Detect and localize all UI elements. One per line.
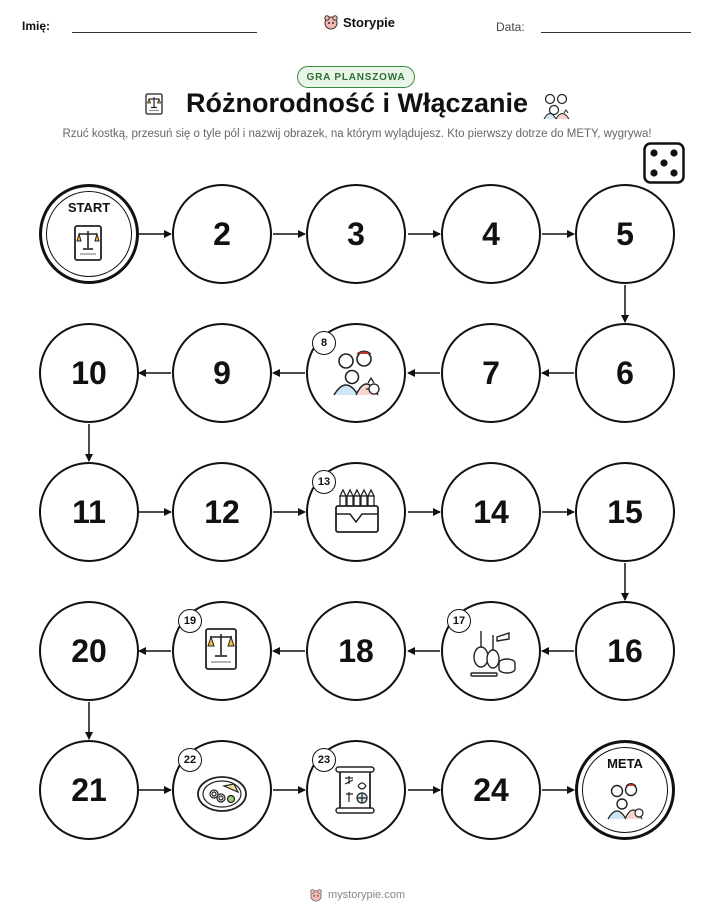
cell-number-badge: 13 <box>312 470 336 494</box>
board-cell-picture <box>172 601 272 701</box>
board-cell: 5 <box>575 184 675 284</box>
cell-number-badge: 23 <box>312 748 336 772</box>
page-title: Różnorodność i Włączanie <box>185 88 529 118</box>
diverse-people-icon <box>328 345 384 401</box>
board-cell-picture <box>306 740 406 840</box>
board-cell: 20 <box>39 601 139 701</box>
board-cell: 24 <box>441 740 541 840</box>
board-cell: 4 <box>441 184 541 284</box>
board-cell: 7 <box>441 323 541 423</box>
board-cell-start <box>39 184 139 284</box>
diverse-people-icon <box>603 779 647 823</box>
board-cell: 9 <box>172 323 272 423</box>
board-cell: 12 <box>172 462 272 562</box>
justice-scales-document-icon <box>67 223 111 267</box>
finish-label: META <box>607 756 643 771</box>
footer-url: mystorypie.com <box>327 889 406 901</box>
board-cell-picture <box>172 740 272 840</box>
board-cell: 2 <box>172 184 272 284</box>
board-cell: 21 <box>39 740 139 840</box>
board-cell-picture <box>306 323 406 423</box>
languages-scroll-icon <box>328 762 384 818</box>
cell-number-badge: 8 <box>312 331 336 355</box>
board-cell: 3 <box>306 184 406 284</box>
board-cell: 10 <box>39 323 139 423</box>
board-cell: 18 <box>306 601 406 701</box>
musical-instruments-icon <box>463 623 519 679</box>
food-plate-icon <box>194 762 250 818</box>
board-cell-finish <box>575 740 675 840</box>
board-cell: 11 <box>39 462 139 562</box>
board-cell-picture <box>306 462 406 562</box>
board-cell: 6 <box>575 323 675 423</box>
instructions: Rzuć kostką, przesuń się o tyle pól i nazwij obrazek, na którym wylądujesz. Kto pierwszy dotrze do METY, wygrywa! <box>62 128 652 140</box>
date-label: Data: <box>496 20 525 34</box>
board-cell: 15 <box>575 462 675 562</box>
game-badge: GRA PLANSZOWA <box>297 66 415 88</box>
name-label: Imię: <box>22 19 51 33</box>
crayons-box-icon <box>328 484 384 540</box>
brand-name: Storypie <box>343 14 396 30</box>
footer <box>0 888 714 902</box>
cell-number-badge: 19 <box>178 609 202 633</box>
storypie-mascot-icon <box>309 888 323 902</box>
cell-number-badge: 22 <box>178 748 202 772</box>
board-cell-picture <box>441 601 541 701</box>
justice-scales-document-icon <box>194 623 250 679</box>
start-label: START <box>67 200 111 215</box>
cell-number-badge: 17 <box>447 609 471 633</box>
board-cell: 16 <box>575 601 675 701</box>
board-cell: 14 <box>441 462 541 562</box>
